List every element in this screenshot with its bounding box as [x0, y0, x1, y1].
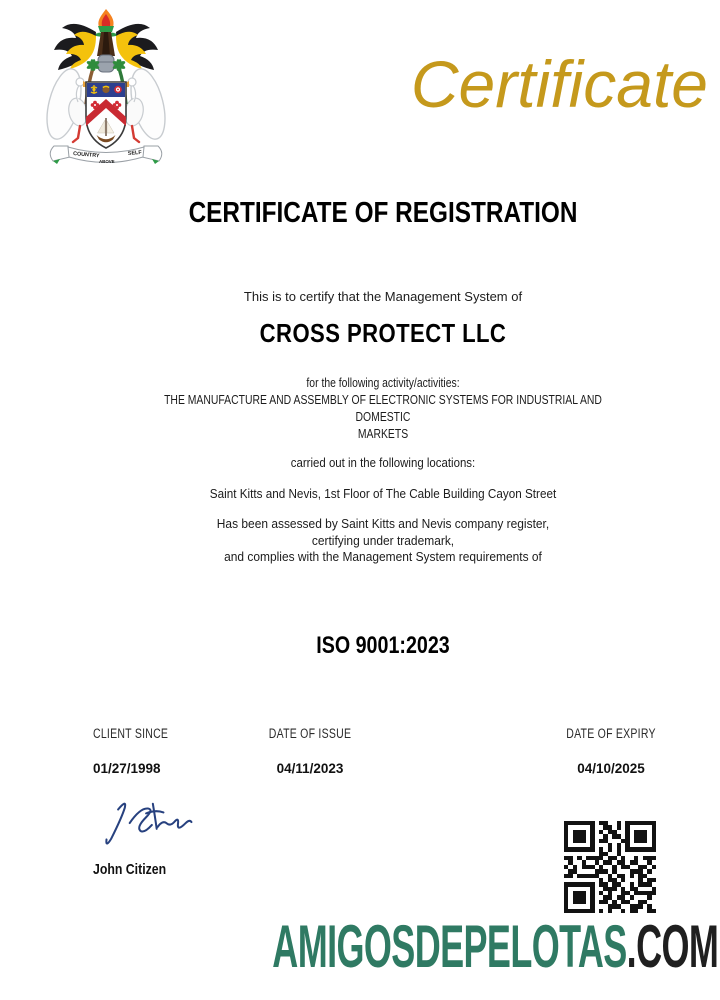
assessment-line: certifying under trademark,: [311, 532, 455, 548]
assessment-line: and complies with the Management System requirements of: [224, 549, 542, 564]
qr-code: [564, 821, 656, 913]
date-of-expiry-value: 04/10/2025: [577, 761, 645, 776]
activity-heading: for the following activity/activities:: [306, 375, 460, 390]
motto-left: COUNTRY: [72, 151, 100, 160]
activity-line: MARKETS: [357, 426, 409, 441]
date-of-issue-column: [230, 726, 390, 776]
activity-line: DOMESTIC: [355, 409, 411, 424]
signatory-name: John Citizen: [93, 861, 167, 878]
watermark-site-name: AMIGOSDEPELOTAS: [272, 913, 627, 980]
watermark-tld: .COM: [626, 913, 718, 980]
activity-line: THE MANUFACTURE AND ASSEMBLY OF ELECTRONIC SYSTEMS FOR INDUSTRIAL AND: [164, 392, 602, 407]
motto-center: ABOVE: [99, 159, 115, 164]
date-of-expiry-column: [531, 726, 691, 776]
date-of-expiry-label: DATE OF EXPIRY: [566, 726, 656, 741]
page-title: CERTIFICATE OF REGISTRATION: [188, 197, 578, 229]
company-name: CROSS PROTECT LLC: [259, 318, 507, 348]
watermark: [272, 913, 718, 980]
date-of-issue-value: 04/11/2023: [276, 761, 344, 776]
activity-block: [113, 374, 652, 442]
signature-icon: [96, 796, 201, 852]
client-since-value: 01/27/1998: [93, 761, 161, 776]
standard-name: ISO 9001:2023: [316, 632, 450, 659]
motto-right: SELF: [127, 149, 142, 157]
coat-of-arms-icon: [40, 8, 172, 168]
intro-line: This is to certify that the Management System of: [243, 289, 523, 304]
location-line: Saint Kitts and Nevis, 1st Floor of The Cable Building Cayon Street: [209, 486, 557, 501]
assessment-block: [73, 516, 693, 566]
assessment-line: Has been assessed by Saint Kitts and Nevis company register,: [216, 516, 550, 531]
date-of-issue-label: DATE OF ISSUE: [268, 726, 352, 741]
locations-heading: carried out in the following locations:: [290, 455, 476, 470]
certificate-script-heading: Certificate: [410, 47, 708, 121]
client-since-label: CLIENT SINCE: [93, 726, 169, 741]
